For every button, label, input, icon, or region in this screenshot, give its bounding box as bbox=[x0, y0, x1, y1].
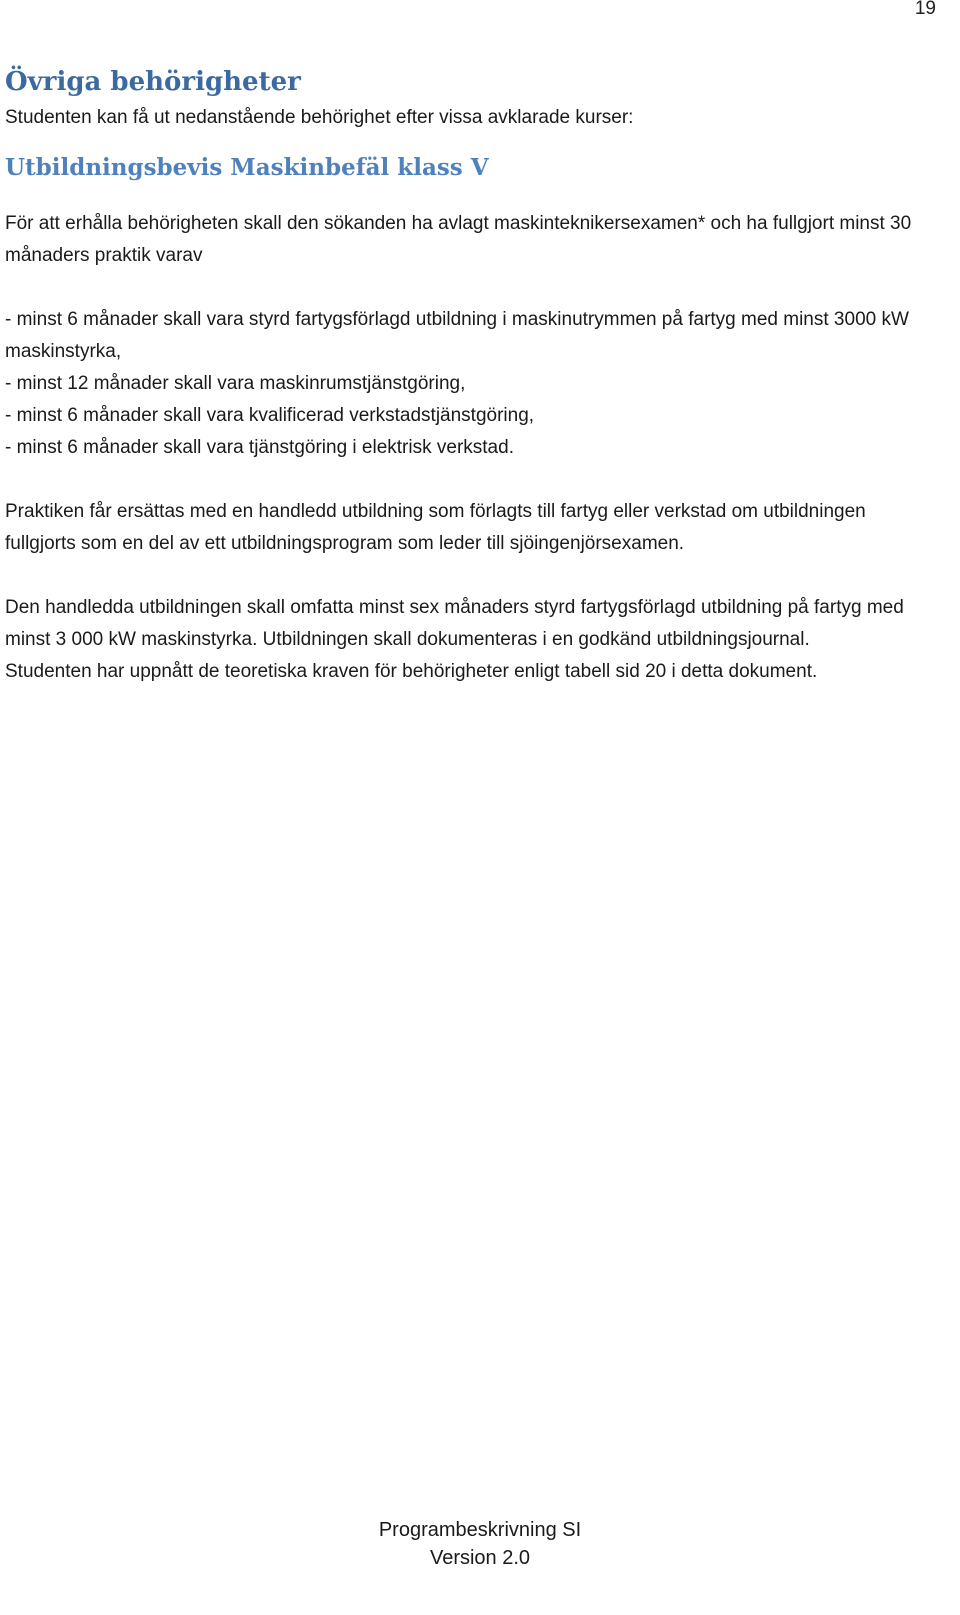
page-footer bbox=[0, 1516, 960, 1572]
page-number: 19 bbox=[914, 0, 936, 19]
footer-version: Version 2.0 bbox=[429, 1547, 531, 1569]
section-heading: Övriga behörigheter bbox=[5, 67, 301, 97]
list-item: - minst 6 månader skall vara kvalificerad verkstadstjänstgöring, bbox=[5, 405, 535, 426]
list-item: - minst 6 månader skall vara tjänstgöring i elektrisk verkstad. bbox=[5, 437, 514, 458]
handledd-paragraph: Den handledda utbildningen skall omfatta minst sex månaders styrd fartygsförlagd utbildning på fartyg med minst 3 000 kW maskinstyrka. Utbildningen skall dokumenteras i en godkänd utbildningsjournal. bbox=[5, 597, 904, 650]
teoretiska-paragraph: Studenten har uppnått de teoretiska kraven för behörigheter enligt tabell sid 20 i detta dokument. bbox=[5, 661, 818, 682]
praktik-paragraph: Praktiken får ersättas med en handledd utbildning som förlagts till fartyg eller verkstad om utbildningen fullgjorts som en del av ett utbildningsprogram som leder till sjöingenjörsexamen. bbox=[5, 501, 866, 554]
intro-paragraph: Studenten kan få ut nedanstående behörighet efter vissa avklarade kurser: bbox=[5, 107, 634, 128]
certificate-heading: Utbildningsbevis Maskinbefäl klass V bbox=[5, 154, 489, 181]
list-item: - minst 12 månader skall vara maskinrumstjänstgöring, bbox=[5, 373, 466, 394]
footer-title: Programbeskrivning SI bbox=[378, 1519, 582, 1541]
document-body bbox=[5, 64, 940, 688]
requirement-paragraph: För att erhålla behörigheten skall den sökanden ha avlagt maskinteknikersexamen* och ha fullgjort minst 30 månaders praktik varav bbox=[5, 213, 912, 266]
requirement-list bbox=[5, 304, 940, 464]
list-item: - minst 6 månader skall vara styrd fartygsförlagd utbildning i maskinutrymmen på fartyg med minst 3000 kW maskinstyrka, bbox=[5, 309, 909, 362]
